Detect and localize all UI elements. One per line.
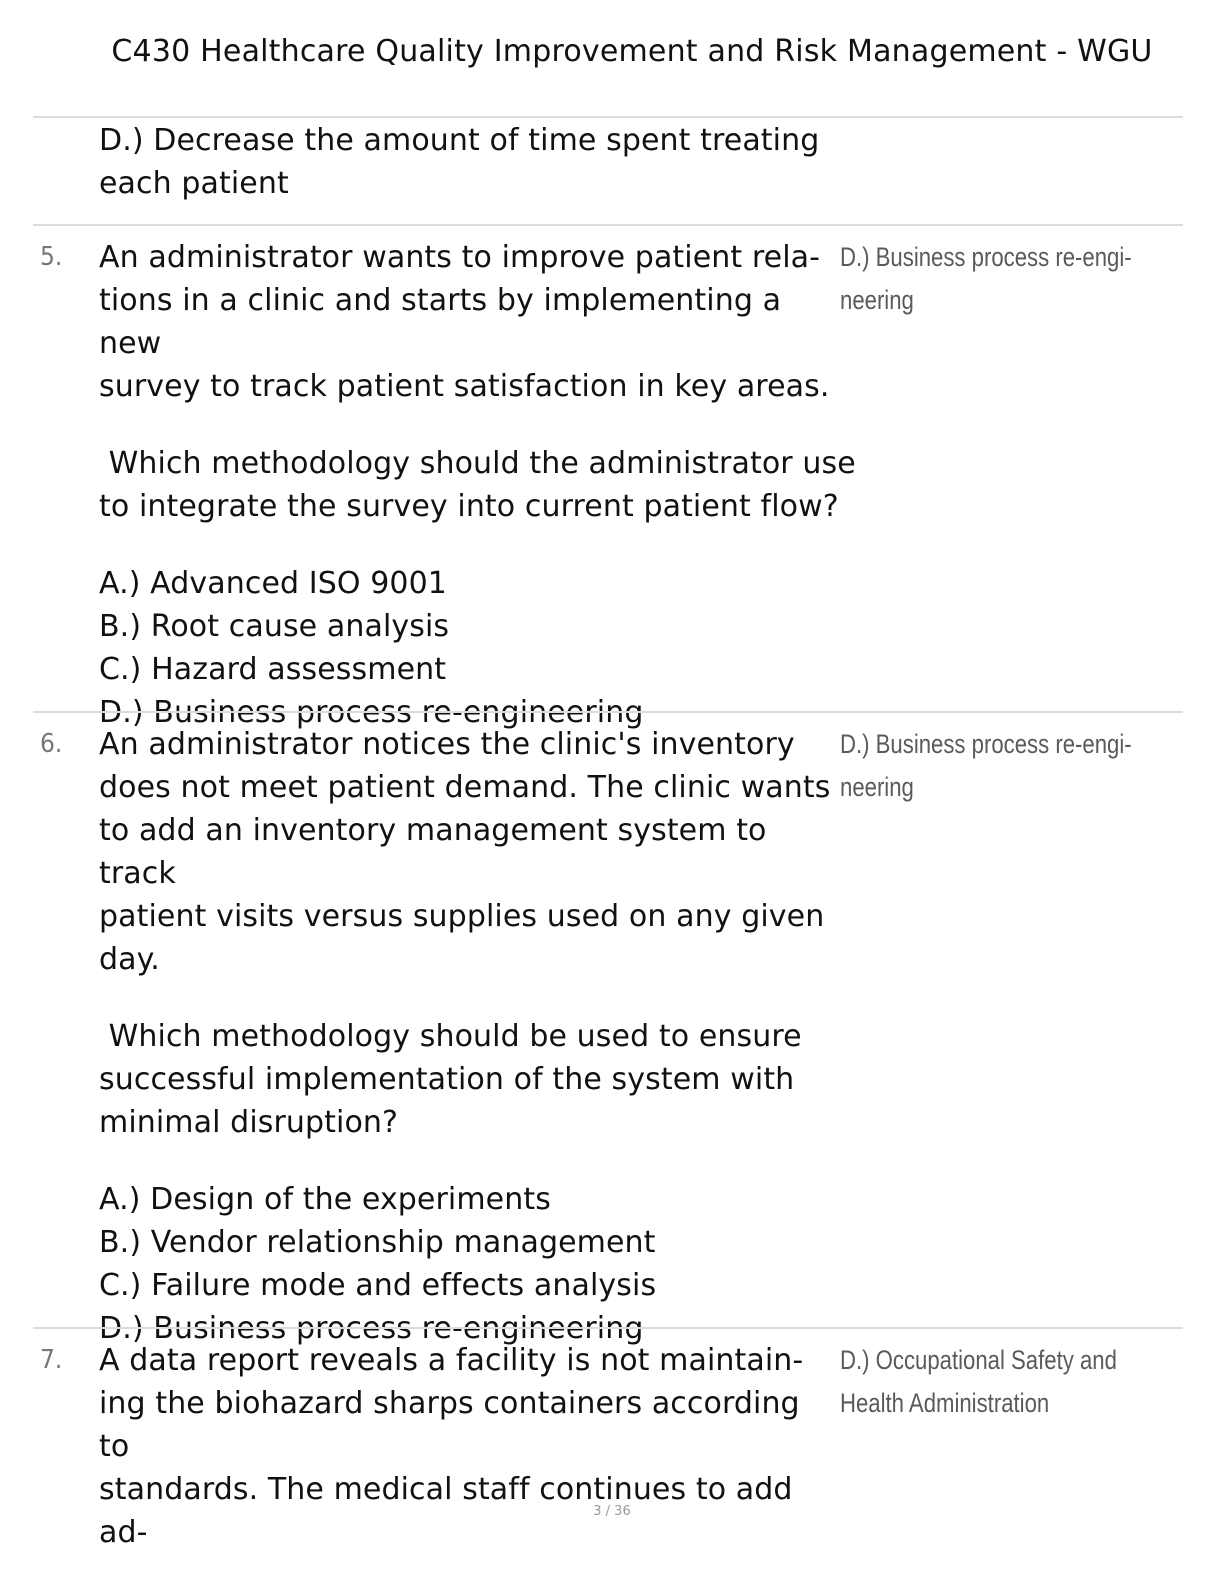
question-7-answer — [840, 1339, 1135, 1425]
question-5-answer — [840, 236, 1135, 322]
question-stem-line: to add an inventory management system to track — [99, 813, 767, 891]
divider — [33, 224, 1183, 226]
answer-line: D.) Business process re-engi- — [840, 729, 1132, 759]
question-prompt-line: successful implementation of the system with — [99, 1062, 795, 1097]
answer-line: D.) Business process re-engi- — [840, 242, 1132, 272]
answer-option: A.) Design of the experiments — [99, 1182, 551, 1217]
page-number: 3 / 36 — [593, 1504, 631, 1519]
question-stem-line: does not meet patient demand. The clinic wants — [99, 770, 831, 805]
question-number: 6. — [40, 729, 63, 759]
divider — [33, 1327, 1183, 1329]
question-prompt-line: minimal disruption? — [99, 1105, 399, 1140]
answer-option: B.) Root cause analysis — [99, 609, 450, 644]
page-header-title: C430 Healthcare Quality Improvement and Risk Management - WGU — [111, 34, 1153, 69]
question-6-body — [99, 723, 839, 1350]
answer-line: neering — [840, 772, 914, 802]
question-stem-line: tions in a clinic and starts by implementing a new — [99, 283, 782, 361]
answer-option: D.) Business process re-engineering — [99, 1311, 644, 1346]
continued-option — [99, 119, 839, 205]
question-prompt-line: Which methodology should be used to ensure — [99, 1019, 802, 1054]
answer-line: Health Administration — [840, 1388, 1050, 1418]
answer-line: neering — [840, 285, 914, 315]
question-stem-line: survey to track patient satisfaction in key areas. — [99, 369, 830, 404]
answer-line: D.) Occupational Safety and — [840, 1345, 1117, 1375]
divider — [33, 116, 1183, 118]
question-stem-line: standards. The medical staff continues to add ad- — [99, 1472, 793, 1550]
continued-option-line: D.) Decrease the amount of time spent treating — [99, 123, 820, 158]
question-stem-line: An administrator wants to improve patient rela- — [99, 240, 821, 275]
question-stem-line: A data report reveals a facility is not maintain- — [99, 1343, 804, 1378]
question-5-body — [99, 236, 856, 734]
question-stem-line: An administrator notices the clinic's inventory — [99, 727, 795, 762]
answer-option: C.) Hazard assessment — [99, 652, 447, 687]
continued-option-line: each patient — [99, 166, 289, 201]
question-prompt-line: to integrate the survey into current patient flow? — [99, 489, 839, 524]
divider — [33, 711, 1183, 713]
question-number: 7. — [40, 1345, 63, 1375]
question-prompt-line: Which methodology should the administrator use — [99, 446, 856, 481]
answer-option: A.) Advanced ISO 9001 — [99, 566, 447, 601]
question-7-body — [99, 1339, 839, 1554]
question-stem-line: patient visits versus supplies used on any given — [99, 899, 825, 934]
question-stem-line: ing the biohazard sharps containers according to — [99, 1386, 800, 1464]
answer-option: B.) Vendor relationship management — [99, 1225, 656, 1260]
question-number: 5. — [40, 242, 63, 272]
question-6-answer — [840, 723, 1135, 809]
question-stem-line: day. — [99, 942, 160, 977]
answer-option: D.) Business process re-engineering — [99, 695, 644, 730]
answer-option: C.) Failure mode and effects analysis — [99, 1268, 657, 1303]
